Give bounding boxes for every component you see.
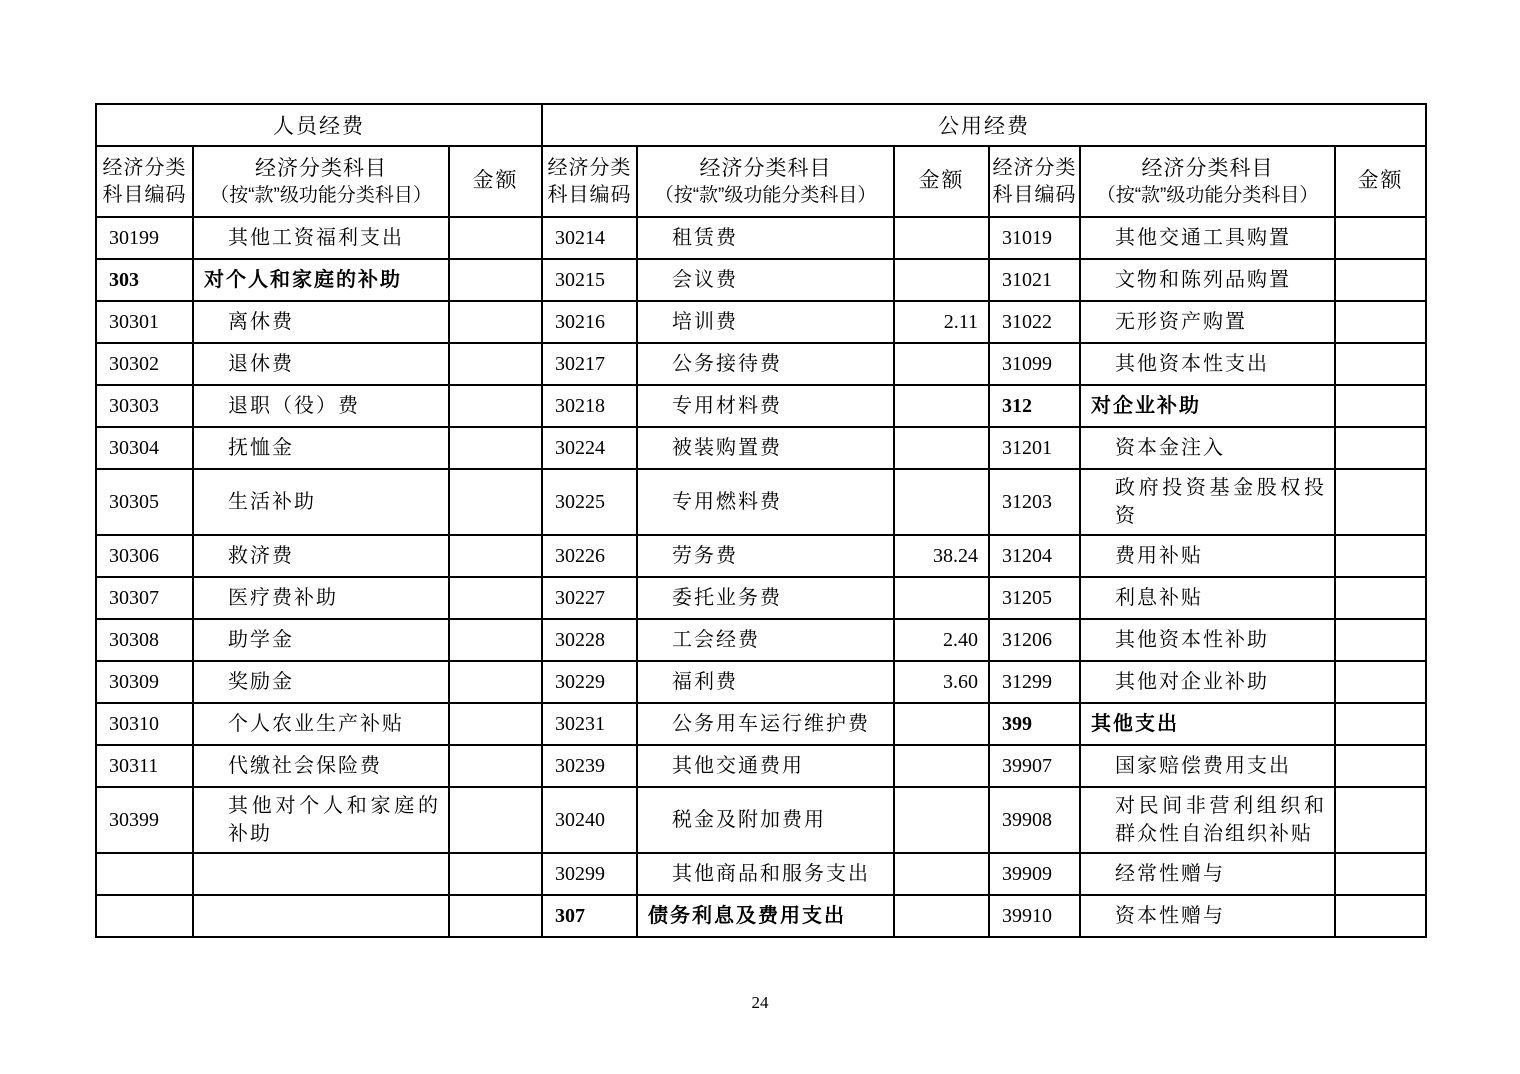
cell-subject: 利息补贴	[1080, 577, 1335, 619]
cell-amount	[1335, 853, 1426, 895]
cell-amount	[894, 427, 989, 469]
cell-amount: 2.11	[894, 301, 989, 343]
budget-table	[95, 103, 1427, 938]
table-row	[96, 427, 1426, 469]
group-header-personnel: 人员经费	[96, 104, 542, 146]
cell-code: 30224	[542, 427, 637, 469]
cell-subject: 对个人和家庭的补助	[193, 259, 449, 301]
cell-subject: 税金及附加费用	[637, 787, 894, 853]
table-row	[96, 661, 1426, 703]
table-row	[96, 259, 1426, 301]
cell-code: 30228	[542, 619, 637, 661]
cell-amount: 38.24	[894, 535, 989, 577]
cell-code: 30218	[542, 385, 637, 427]
cell-subject: 其他支出	[1080, 703, 1335, 745]
cell-code	[96, 853, 193, 895]
page-number: 24	[751, 993, 769, 1012]
cell-amount	[1335, 619, 1426, 661]
col-header-subject-note: （按“款”级功能分类科目）	[1096, 184, 1319, 206]
cell-amount	[449, 217, 542, 259]
cell-subject: 其他资本性补助	[1080, 619, 1335, 661]
cell-amount	[1335, 385, 1426, 427]
cell-code: 307	[542, 895, 637, 937]
cell-code: 30225	[542, 469, 637, 535]
cell-subject: 医疗费补助	[193, 577, 449, 619]
cell-amount	[894, 895, 989, 937]
cell-code: 31205	[989, 577, 1080, 619]
cell-amount	[894, 703, 989, 745]
cell-amount	[449, 385, 542, 427]
cell-amount	[1335, 343, 1426, 385]
cell-amount	[449, 703, 542, 745]
cell-subject: 会议费	[637, 259, 894, 301]
table-row	[96, 703, 1426, 745]
cell-code: 39909	[989, 853, 1080, 895]
cell-amount	[894, 343, 989, 385]
cell-code: 31206	[989, 619, 1080, 661]
col-header-subject-note: （按“款”级功能分类科目）	[210, 184, 432, 206]
cell-subject	[193, 895, 449, 937]
cell-code: 31203	[989, 469, 1080, 535]
cell-subject: 费用补贴	[1080, 535, 1335, 577]
cell-code: 30307	[96, 577, 193, 619]
cell-code: 30311	[96, 745, 193, 787]
cell-subject: 抚恤金	[193, 427, 449, 469]
cell-code: 39907	[989, 745, 1080, 787]
cell-amount	[1335, 427, 1426, 469]
cell-code: 30308	[96, 619, 193, 661]
cell-code: 30215	[542, 259, 637, 301]
cell-subject: 救济费	[193, 535, 449, 577]
cell-code	[96, 895, 193, 937]
cell-subject: 委托业务费	[637, 577, 894, 619]
cell-amount	[449, 745, 542, 787]
cell-amount	[449, 259, 542, 301]
column-header-row	[96, 146, 1426, 217]
cell-subject: 公务接待费	[637, 343, 894, 385]
col-header-code-1: 经济分类科目编码	[96, 146, 193, 217]
cell-amount	[1335, 217, 1426, 259]
col-header-subject-title: 经济分类科目	[699, 156, 832, 180]
cell-amount	[894, 217, 989, 259]
cell-subject	[193, 853, 449, 895]
table-row	[96, 577, 1426, 619]
cell-amount	[1335, 745, 1426, 787]
cell-code: 31099	[989, 343, 1080, 385]
cell-subject: 退休费	[193, 343, 449, 385]
cell-amount	[1335, 895, 1426, 937]
cell-amount	[449, 619, 542, 661]
cell-subject: 对企业补助	[1080, 385, 1335, 427]
cell-code: 30227	[542, 577, 637, 619]
cell-code: 30240	[542, 787, 637, 853]
cell-subject: 其他对企业补助	[1080, 661, 1335, 703]
cell-code: 399	[989, 703, 1080, 745]
cell-amount	[449, 535, 542, 577]
col-header-amount-1: 金额	[449, 146, 542, 217]
cell-subject: 被装购置费	[637, 427, 894, 469]
cell-amount	[449, 427, 542, 469]
cell-subject: 其他工资福利支出	[193, 217, 449, 259]
cell-subject: 其他商品和服务支出	[637, 853, 894, 895]
table-row	[96, 787, 1426, 853]
table-row	[96, 535, 1426, 577]
cell-subject: 国家赔偿费用支出	[1080, 745, 1335, 787]
col-header-amount-2: 金额	[894, 146, 989, 217]
cell-subject: 其他对个人和家庭的补助	[193, 787, 449, 853]
col-header-amount-3: 金额	[1335, 146, 1426, 217]
cell-amount	[1335, 661, 1426, 703]
cell-subject: 工会经费	[637, 619, 894, 661]
cell-amount	[1335, 259, 1426, 301]
cell-subject: 专用材料费	[637, 385, 894, 427]
cell-subject: 个人农业生产补贴	[193, 703, 449, 745]
cell-subject: 其他资本性支出	[1080, 343, 1335, 385]
cell-amount	[894, 853, 989, 895]
cell-amount: 3.60	[894, 661, 989, 703]
cell-amount	[894, 787, 989, 853]
cell-subject: 经常性赠与	[1080, 853, 1335, 895]
cell-amount	[894, 745, 989, 787]
table-row	[96, 619, 1426, 661]
cell-code: 39908	[989, 787, 1080, 853]
cell-amount	[894, 385, 989, 427]
cell-amount	[894, 469, 989, 535]
col-header-subject-1	[193, 146, 449, 217]
cell-amount	[1335, 301, 1426, 343]
cell-amount	[449, 787, 542, 853]
cell-code: 39910	[989, 895, 1080, 937]
cell-subject: 政府投资基金股权投资	[1080, 469, 1335, 535]
cell-subject: 奖励金	[193, 661, 449, 703]
group-header-row	[96, 104, 1426, 146]
cell-subject: 其他交通工具购置	[1080, 217, 1335, 259]
cell-subject: 租赁费	[637, 217, 894, 259]
table-row	[96, 853, 1426, 895]
cell-subject: 公务用车运行维护费	[637, 703, 894, 745]
cell-subject: 其他交通费用	[637, 745, 894, 787]
cell-subject: 培训费	[637, 301, 894, 343]
cell-code: 30239	[542, 745, 637, 787]
cell-subject: 劳务费	[637, 535, 894, 577]
cell-subject: 专用燃料费	[637, 469, 894, 535]
cell-code: 31299	[989, 661, 1080, 703]
cell-amount	[449, 853, 542, 895]
cell-amount	[449, 301, 542, 343]
cell-code: 312	[989, 385, 1080, 427]
cell-amount	[1335, 577, 1426, 619]
group-header-public: 公用经费	[542, 104, 1426, 146]
cell-subject: 助学金	[193, 619, 449, 661]
cell-subject: 离休费	[193, 301, 449, 343]
cell-code: 30214	[542, 217, 637, 259]
col-header-subject-note: （按“款”级功能分类科目）	[654, 184, 877, 206]
cell-code: 30229	[542, 661, 637, 703]
cell-code: 31019	[989, 217, 1080, 259]
cell-code: 30309	[96, 661, 193, 703]
cell-code: 30231	[542, 703, 637, 745]
table-row	[96, 343, 1426, 385]
col-header-code-3: 经济分类科目编码	[989, 146, 1080, 217]
cell-subject: 对民间非营利组织和群众性自治组织补贴	[1080, 787, 1335, 853]
cell-subject: 文物和陈列品购置	[1080, 259, 1335, 301]
cell-subject: 债务利息及费用支出	[637, 895, 894, 937]
cell-code: 30399	[96, 787, 193, 853]
table-row	[96, 385, 1426, 427]
cell-code: 30216	[542, 301, 637, 343]
cell-subject: 退职（役）费	[193, 385, 449, 427]
col-header-subject-title: 经济分类科目	[1141, 156, 1274, 180]
cell-code: 30226	[542, 535, 637, 577]
table-row	[96, 301, 1426, 343]
cell-amount	[1335, 535, 1426, 577]
cell-amount	[449, 343, 542, 385]
table-row	[96, 469, 1426, 535]
cell-code: 30306	[96, 535, 193, 577]
cell-subject: 生活补助	[193, 469, 449, 535]
cell-amount	[894, 577, 989, 619]
col-header-subject-3	[1080, 146, 1335, 217]
col-header-code-2: 经济分类科目编码	[542, 146, 637, 217]
cell-code: 30303	[96, 385, 193, 427]
cell-subject: 福利费	[637, 661, 894, 703]
cell-subject: 资本金注入	[1080, 427, 1335, 469]
cell-amount	[1335, 469, 1426, 535]
cell-amount	[1335, 787, 1426, 853]
cell-code: 31021	[989, 259, 1080, 301]
col-header-subject-title: 经济分类科目	[255, 156, 387, 180]
cell-amount	[449, 469, 542, 535]
cell-subject: 资本性赠与	[1080, 895, 1335, 937]
cell-code: 30310	[96, 703, 193, 745]
cell-amount: 2.40	[894, 619, 989, 661]
col-header-subject-2	[637, 146, 894, 217]
cell-code: 31201	[989, 427, 1080, 469]
cell-amount	[449, 577, 542, 619]
cell-code: 30301	[96, 301, 193, 343]
cell-code: 303	[96, 259, 193, 301]
cell-code: 30299	[542, 853, 637, 895]
cell-subject: 代缴社会保险费	[193, 745, 449, 787]
table-row	[96, 745, 1426, 787]
cell-code: 30304	[96, 427, 193, 469]
cell-amount	[1335, 703, 1426, 745]
cell-amount	[449, 895, 542, 937]
cell-subject: 无形资产购置	[1080, 301, 1335, 343]
cell-code: 31022	[989, 301, 1080, 343]
cell-code: 30199	[96, 217, 193, 259]
cell-code: 31204	[989, 535, 1080, 577]
table-row	[96, 895, 1426, 937]
cell-amount	[449, 661, 542, 703]
cell-code: 30217	[542, 343, 637, 385]
cell-amount	[894, 259, 989, 301]
cell-code: 30302	[96, 343, 193, 385]
cell-code: 30305	[96, 469, 193, 535]
table-row	[96, 217, 1426, 259]
